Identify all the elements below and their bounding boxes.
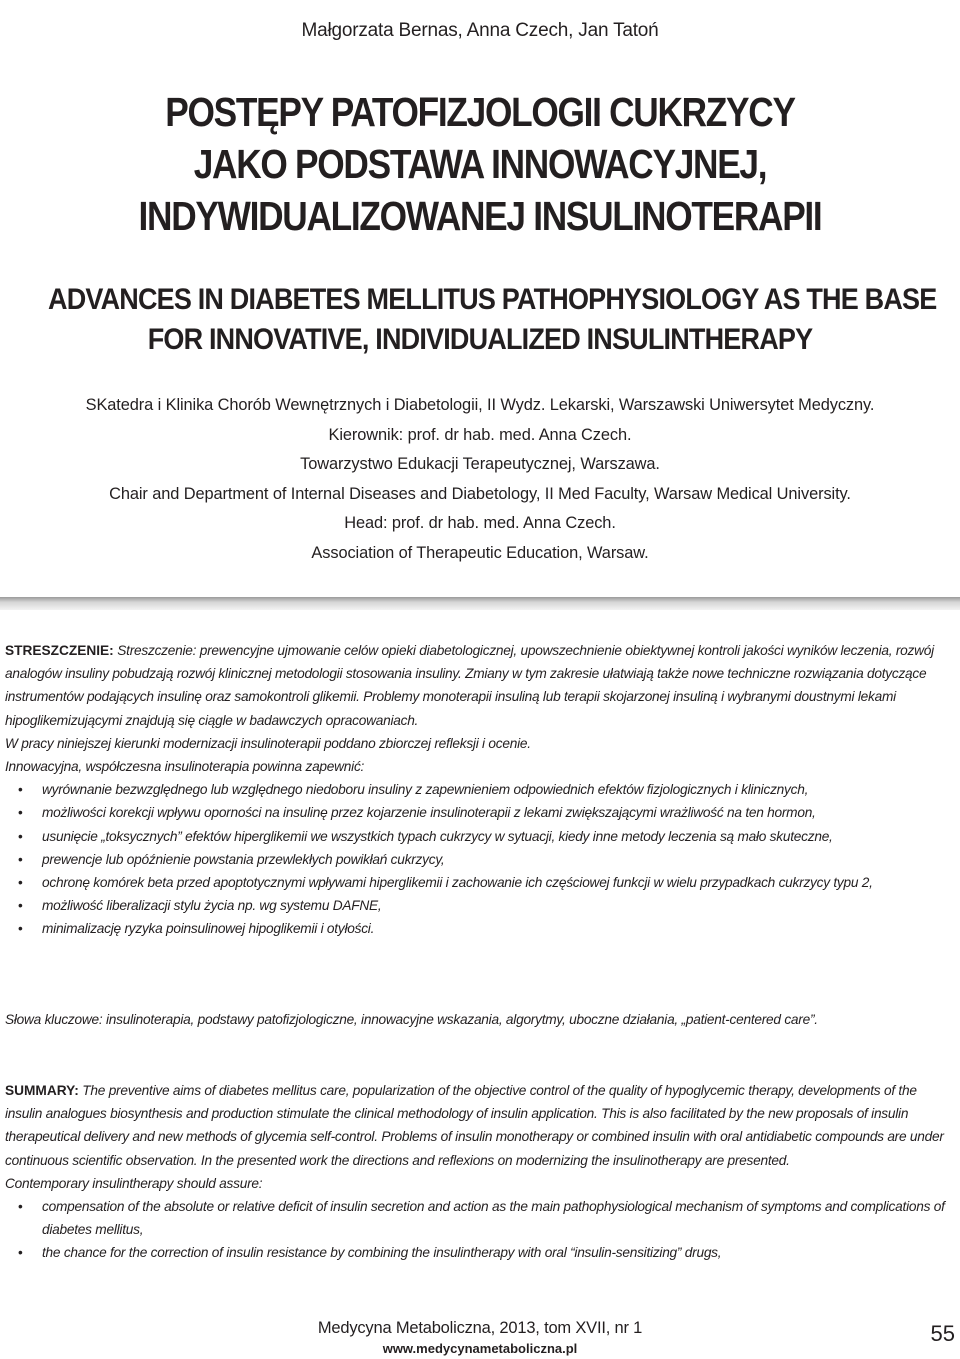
title-polish (67, 86, 893, 242)
list-item: • wyrównanie bezwzględnego lub względnego niedoboru insuliny z zapewnieniem odpowiednich efektów fizjologicznych i klinicznych, (5, 778, 955, 801)
section-divider (0, 597, 960, 610)
abstract-english-paragraph (5, 1079, 955, 1172)
list-item: • usunięcie „toksycznych” efektów hiperglikemii we wszystkich typach cukrzycy w sytuacji, kiedy inne metody leczenia są mało skuteczne, (5, 825, 955, 848)
authors: Małgorzata Bernas, Anna Czech, Jan Tatoń (301, 20, 659, 41)
affiliation-line: Towarzystwo Edukacji Terapeutycznej, Warszawa. (300, 455, 660, 474)
affiliation-line: Head: prof. dr hab. med. Anna Czech. (344, 514, 616, 533)
abstract-polish-paragraph (5, 639, 955, 732)
affiliation-line: Kierownik: prof. dr hab. med. Anna Czech. (328, 425, 632, 444)
title-english-line: FOR INNOVATIVE, INDIVIDUALIZED INSULINTHERAPY (147, 323, 813, 356)
title-polish-line: JAKO PODSTAWA INNOWACYJNEJ, (193, 141, 767, 187)
keywords: Słowa kluczowe: insulinoterapia, podstawy patofizjologiczne, innowacyjne wskazania, algorytmy, uboczne działania, „patient-centered care”. (5, 1012, 818, 1027)
abstract-english-body: The preventive aims of diabetes mellitus care, popularization of the objective control of the quality of hypoglycemic therapy, developments of the insulin analogues biosynthesis and production stimulate the clinical methodology of insulin application. This is also facilitated by the new proposals of insulin therapeutical delivery and new methods of glycemia self-control. Problems of insulin monotherapy or combined insulin with oral antidiabetic compounds are under continuous scientific observation. In the presented work the directions and reflexions on modernizing the insulinotherapy are presented. (5, 1083, 944, 1168)
title-polish-line: INDYWIDUALIZOWANEJ INSULINOTERAPII (138, 193, 822, 239)
title-polish-line: POSTĘPY PATOFIZJOLOGII CUKRZYCY (165, 89, 795, 135)
list-item: • compensation of the absolute or relative deficit of insulin secretion and action as the main pathophysiological mechanism of symptoms and complications of diabetes mellitus, (5, 1195, 955, 1241)
list-item: • the chance for the correction of insulin resistance by combining the insulintherapy with oral “insulin-sensitizing” drugs, (5, 1241, 955, 1264)
list-item: • możliwości korekcji wpływu oporności na insulinę przez kojarzenie insulinoterapii z lekami zwiększającymi wrażliwość na ten hormon, (5, 801, 955, 824)
affiliation-line: Chair and Department of Internal Diseases and Diabetology, II Med Faculty, Warsaw Medical University. (109, 484, 851, 503)
affiliation-line: Association of Therapeutic Education, Warsaw. (311, 543, 649, 562)
abstract-polish-heading: STRESZCZENIE: (5, 643, 114, 658)
list-item: • możliwość liberalizacji stylu życia np. wg systemu DAFNE, (5, 894, 955, 917)
page-number: 55 (930, 1321, 955, 1346)
list-item: • minimalizację ryzyka poinsulinowej hipoglikemii i otyłości. (5, 917, 955, 940)
abstract-polish (5, 639, 955, 941)
abstract-polish-paragraph-2: W pracy niniejszej kierunki modernizacji insulinoterapii poddano zbiorczej refleksji i ocenie. (5, 735, 531, 751)
abstract-english-heading: SUMMARY: (5, 1083, 79, 1098)
title-english-line: ADVANCES IN DIABETES MELLITUS PATHOPHYSIOLOGY AS THE BASE (48, 283, 937, 316)
abstract-english-bullets (5, 1195, 955, 1265)
list-item: • prewencje lub opóźnienie powstania przewlekłych powikłań cukrzycy, (5, 848, 955, 871)
affiliation-line: SKatedra i Klinika Chorób Wewnętrznych i Diabetologii, II Wydz. Lekarski, Warszawski Uniwersytet Medyczny. (85, 396, 875, 414)
affiliation (0, 391, 960, 569)
abstract-polish-bullets (5, 778, 955, 940)
list-item: • ochronę komórek beta przed apoptotycznymi wpływami hiperglikemii i zachowanie ich częściowej funkcji w wielu przypadkach cukrzycy typu 2, (5, 871, 955, 894)
footer-url: www.medycynametaboliczna.pl (382, 1341, 578, 1356)
footer-journal: Medycyna Metaboliczna, 2013, tom XVII, nr 1 (317, 1319, 643, 1337)
abstract-polish-body: Streszczenie: prewencyjne ujmowanie celów opieki diabetologicznej, upowszechnienie obiektywnej kontroli jakości wyników leczenia, rozwój analogów insuliny pobudzają rozwój klinicznej metodologii stosowania insuliny. Zmiany w tym zakresie ułatwiają także nowe techniczne rozwiązania dotyczące instrumentów podających insulinę oraz samokontroli glikemii. Problemy monoterapii insuliną lub terapii skojarzonej insuliną i wybranymi doustnymi lekami hipoglikemizującymi znajdują się ciągle w badawczych opracowaniach. (5, 643, 934, 728)
abstract-english (5, 1079, 955, 1265)
abstract-polish-paragraph-3: Innowacyjna, współczesna insulinoterapia powinna zapewnić: (5, 759, 365, 775)
title-english (48, 280, 937, 360)
abstract-english-paragraph-2: Contemporary insulintherapy should assure: (5, 1175, 263, 1191)
